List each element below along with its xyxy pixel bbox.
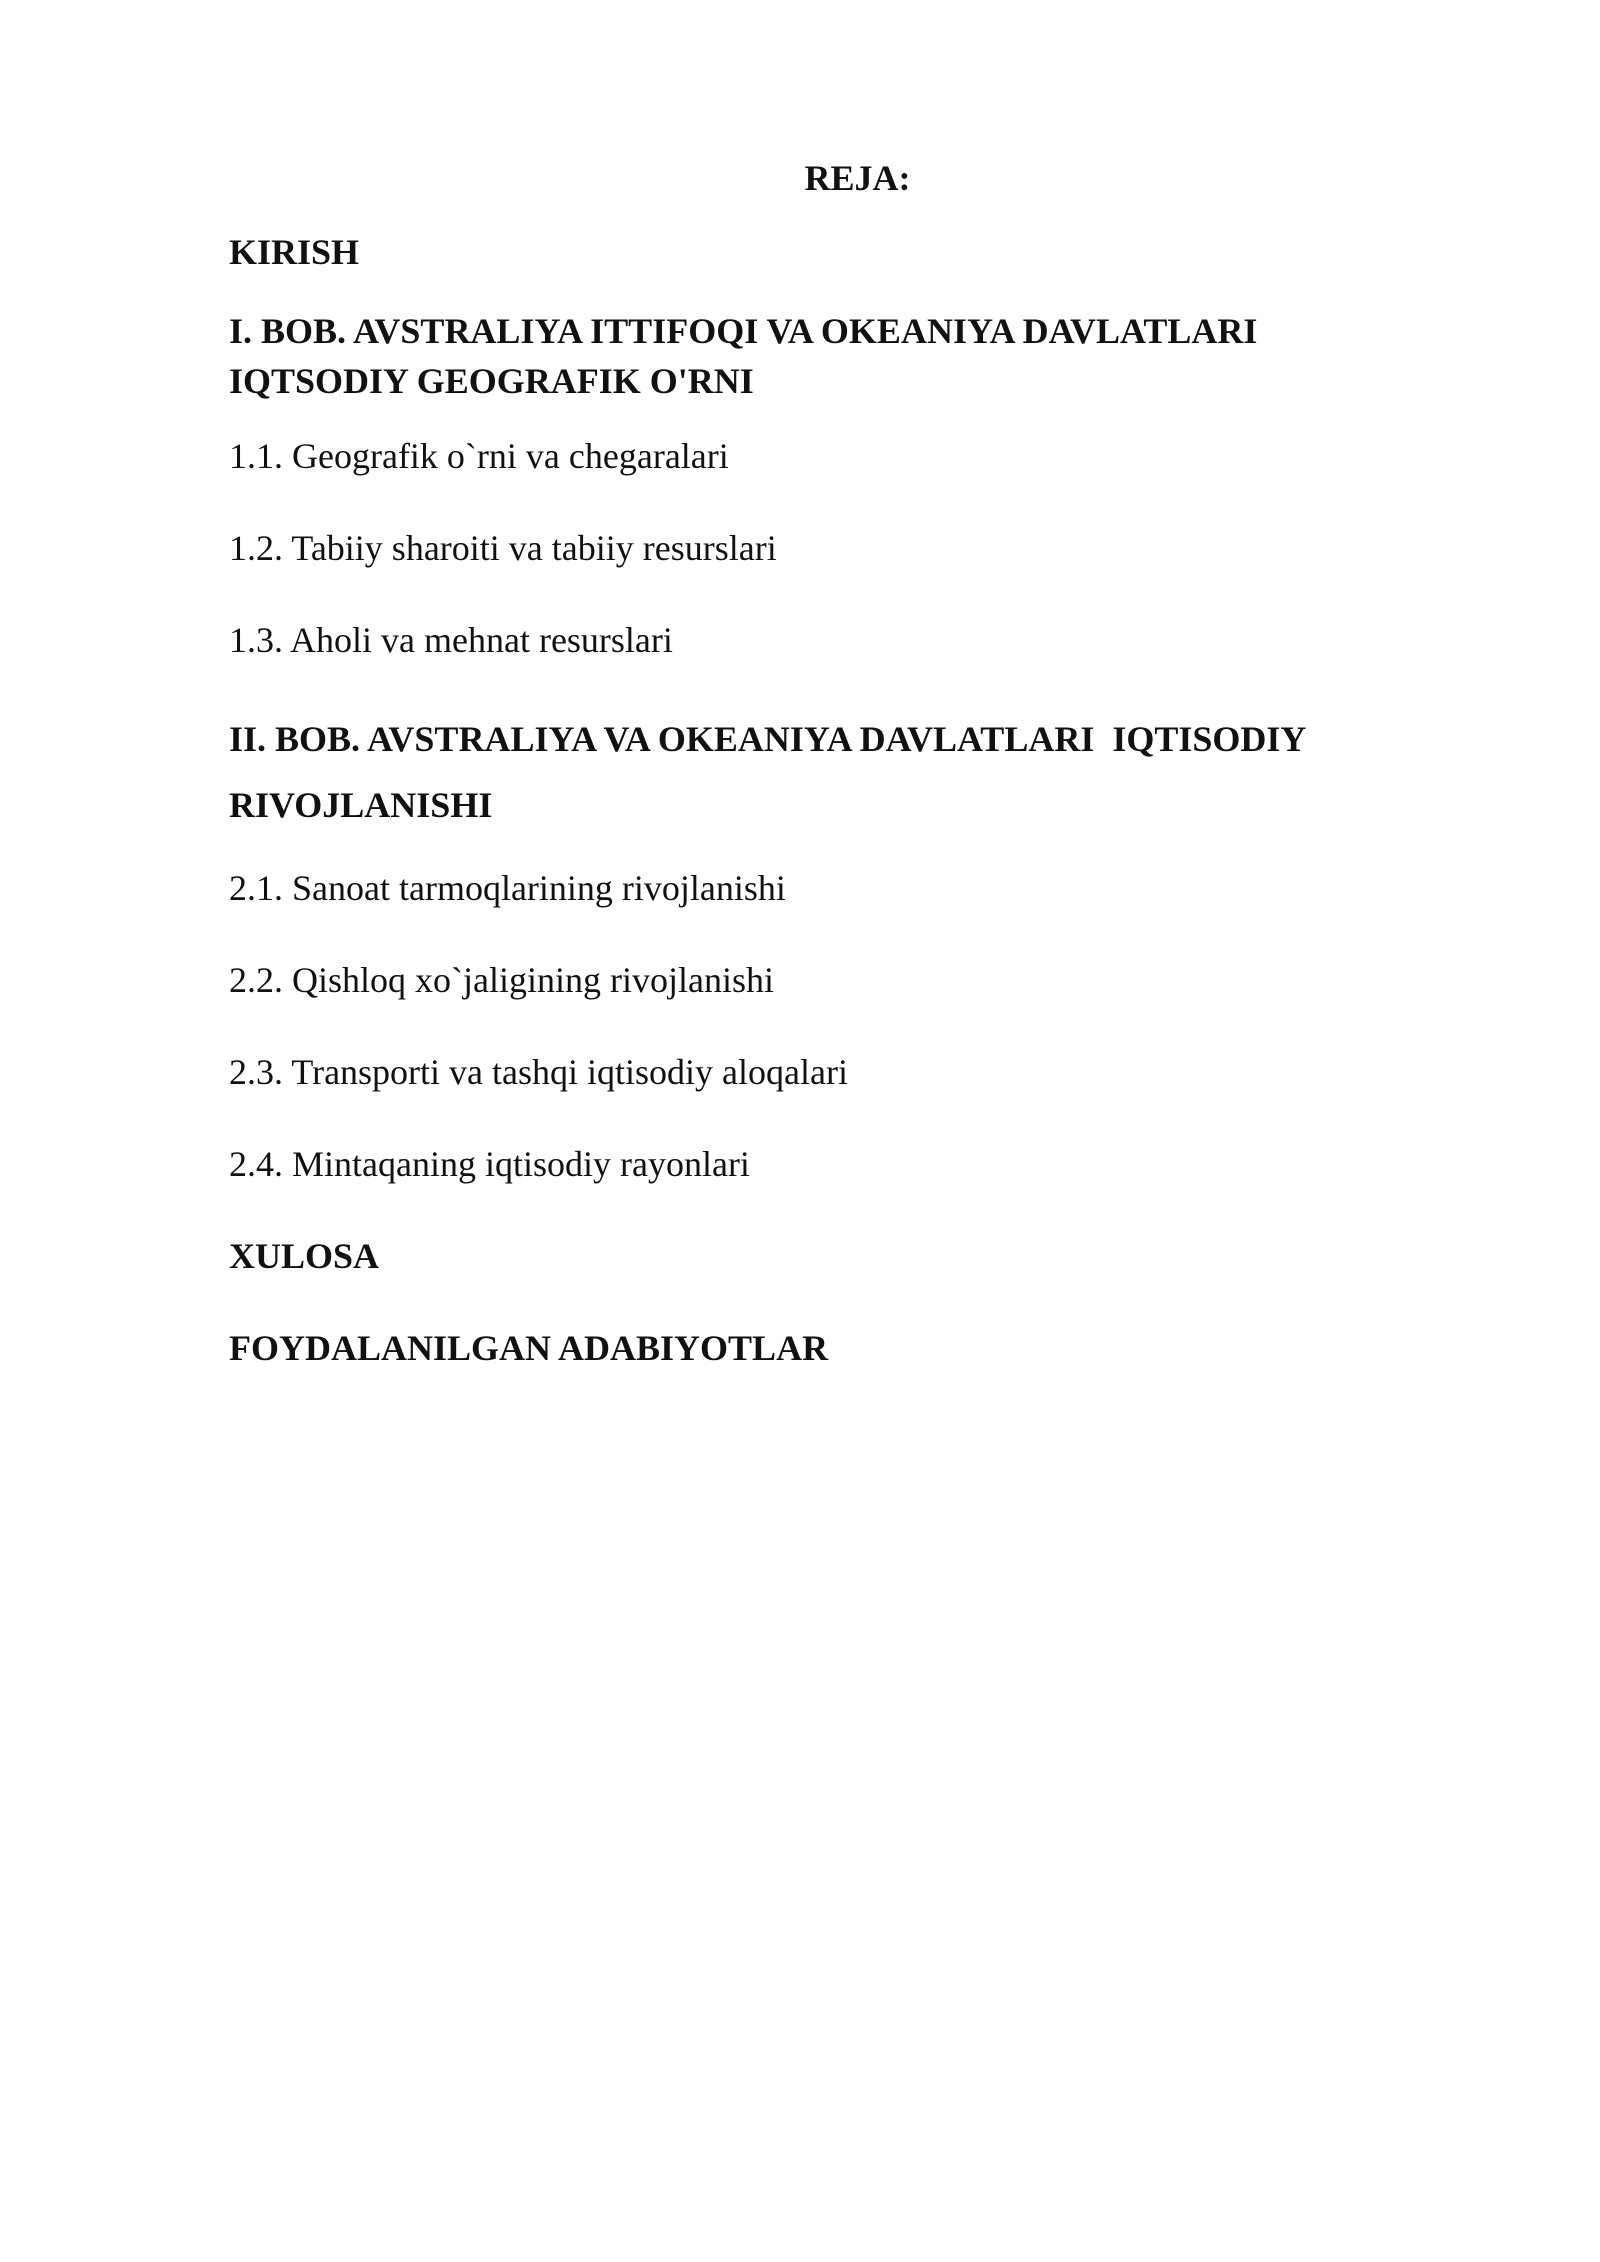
section-2-2: 2.2. Qishloq xo`jaligining rivojlanishi (229, 960, 774, 1000)
conclusion-heading: XULOSA (229, 1236, 380, 1276)
section-2-1: 2.1. Sanoat tarmoqlarining rivojlanishi (229, 868, 786, 908)
section-2-3: 2.3. Transporti va tashqi iqtisodiy aloqalari (229, 1052, 848, 1092)
chapter-1-heading: I. BOB. AVSTRALIYA ITTIFOQI VA OKEANIYA DAVLATLARI IQTSODIY GEOGRAFIK O'RNI (229, 311, 1267, 401)
plan-title: REJA: (804, 158, 911, 198)
chapter-2-heading: II. BOB. AVSTRALIYA VA OKEANIYA DAVLATLARI IQTISODIY RIVOJLANISHI (229, 719, 1315, 825)
section-1-2: 1.2. Tabiiy sharoiti va tabiiy resurslari (229, 528, 777, 568)
section-1-1: 1.1. Geografik o`rni va chegaralari (229, 436, 729, 476)
references-heading: FOYDALANILGAN ADABIYOTLAR (229, 1328, 829, 1368)
intro-heading: KIRISH (229, 232, 360, 272)
section-1-3: 1.3. Aholi va mehnat resurslari (229, 620, 673, 660)
section-2-4: 2.4. Mintaqaning iqtisodiy rayonlari (229, 1144, 750, 1184)
